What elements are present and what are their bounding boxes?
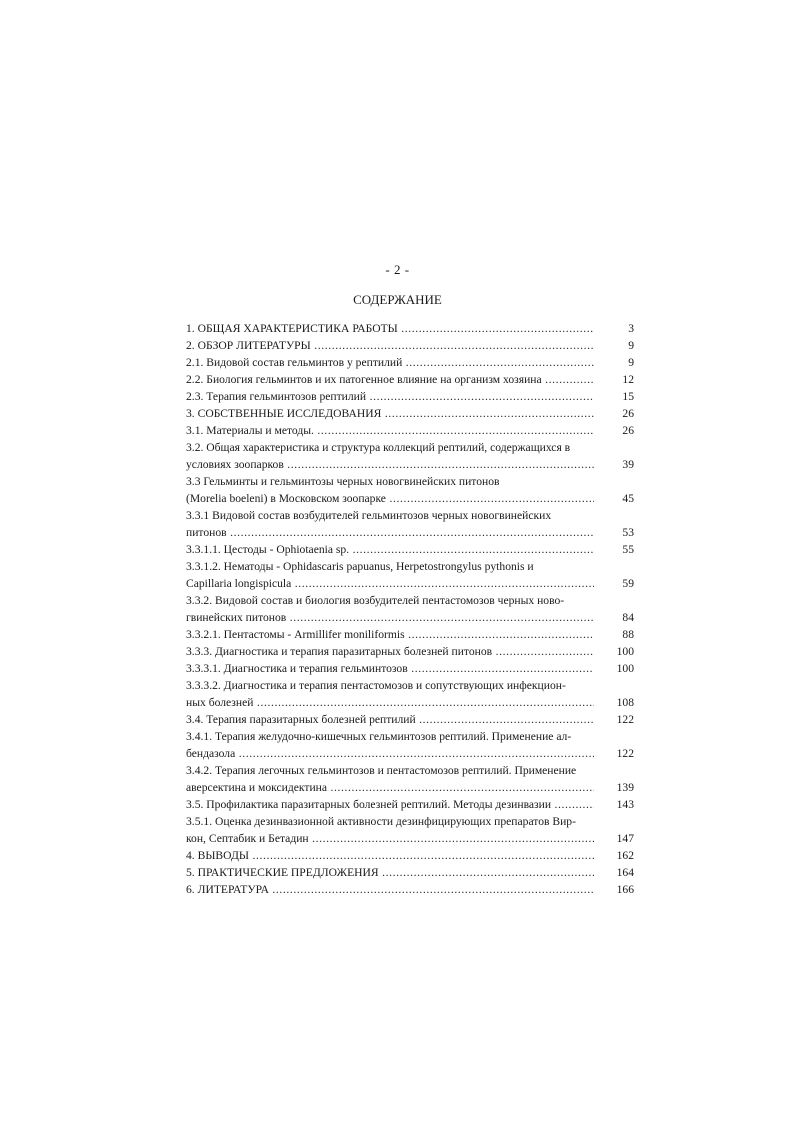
toc-entry-page: 26 [594,422,634,439]
toc-entry-3-5 [186,796,634,813]
toc-entry-title: 4. ВЫВОДЫ ..... [186,847,634,864]
toc-entry-title: ных болезней ..... [186,694,634,711]
toc-entry-page: 164 [594,864,634,881]
toc-entry-3-3-3 [186,643,634,660]
toc-entry-page: 88 [594,626,634,643]
toc-entry-title: 2.2. Биология гельминтов и их патогенное влияние на организм хозяина ..... [186,371,634,388]
toc-entry-page: 12 [594,371,634,388]
toc-entry-3-5-1 [186,813,634,847]
toc-entry-3-3-1-2 [186,558,634,592]
toc-entry-page: 39 [594,456,634,473]
toc-entry-page: 108 [594,694,634,711]
toc-entry-page: 84 [594,609,634,626]
toc-entry-page: 15 [594,388,634,405]
toc-entry-title-line: 3.3.1 Видовой состав возбудителей гельминтозов черных новогвинейских [186,509,552,522]
toc-entry-page: 166 [594,881,634,898]
toc-entry-page: 53 [594,524,634,541]
toc-heading: СОДЕРЖАНИЕ [353,292,442,307]
toc-entry-page: 3 [594,320,634,337]
toc-entry-title: 3.3.3.1. Диагностика и терапия гельминтозов ..... [186,660,634,677]
toc-entry-title: 3.4. Терапия паразитарных болезней рептилий ..... [186,711,634,728]
toc-entry-title: 2. ОБЗОР ЛИТЕРАТУРЫ ..... [186,337,634,354]
toc-entry-3-3-1 [186,507,634,541]
toc-entry-3-1 [186,422,634,439]
toc-entry-title: питонов ..... [186,524,634,541]
toc-entry-5 [186,864,634,881]
toc-entry-title: 3.3.1.1. Цестоды - Ophiotaenia sp. ..... [186,541,634,558]
toc-entry-page: 139 [594,779,634,796]
toc-entry-page: 122 [594,711,634,728]
toc-entry-3-4-2 [186,762,634,796]
toc-entry-1 [186,320,634,337]
table-of-contents [186,320,634,898]
toc-entry-page: 143 [594,796,634,813]
toc-entry-2-1 [186,354,634,371]
toc-entry-title: гвинейских питонов ..... [186,609,634,626]
toc-entry-title: (Morelia boeleni) в Московском зоопарке ..... [186,490,634,507]
toc-entry-page: 55 [594,541,634,558]
toc-entry-title: 3.5. Профилактика паразитарных болезней рептилий. Методы дезинвазии ..... [186,796,634,813]
toc-entry-3-4 [186,711,634,728]
toc-entry-page: 9 [594,337,634,354]
toc-entry-3-4-1 [186,728,634,762]
toc-entry-title: 6. ЛИТЕРАТУРА ..... [186,881,634,898]
toc-entry-page: 45 [594,490,634,507]
toc-entry-title-line: 3.3 Гельминты и гельминтозы черных новогвинейских питонов [186,475,500,488]
toc-entry-title-line: 3.3.3.2. Диагностика и терапия пентастомозов и сопутствующих инфекцион- [186,679,566,692]
toc-entry-3-3-3-2 [186,677,634,711]
toc-entry-title: 1. ОБЩАЯ ХАРАКТЕРИСТИКА РАБОТЫ ..... [186,320,634,337]
toc-entry-page: 100 [594,660,634,677]
toc-entry-title-line: 3.3.2. Видовой состав и биология возбудителей пентастомозов черных ново- [186,594,565,607]
toc-entry-title: 3.3.3. Диагностика и терапия паразитарных болезней питонов ..... [186,643,634,660]
toc-entry-title: условиях зоопарков ..... [186,456,634,473]
toc-entry-page: 9 [594,354,634,371]
toc-entry-page: 162 [594,847,634,864]
toc-entry-3-3 [186,473,634,507]
toc-entry-3-3-1-1 [186,541,634,558]
toc-entry-2-3 [186,388,634,405]
toc-entry-title: 2.1. Видовой состав гельминтов у рептилий ..... [186,354,634,371]
toc-entry-title: 3.1. Материалы и методы. ..... [186,422,634,439]
toc-entry-title: 2.3. Терапия гельминтозов рептилий ..... [186,388,634,405]
toc-entry-3-3-3-1 [186,660,634,677]
page-number: - 2 - [385,262,410,277]
toc-entry-page: 59 [594,575,634,592]
toc-entry-title: бендазола ..... [186,745,634,762]
toc-entry-title: аверсектина и моксидектина ..... [186,779,634,796]
toc-entry-3-2 [186,439,634,473]
toc-entry-title: кон, Септабик и Бетадин ..... [186,830,634,847]
toc-entry-title-line: 3.4.2. Терапия легочных гельминтозов и пентастомозов рептилий. Применение [186,764,577,777]
toc-entry-page: 122 [594,745,634,762]
toc-entry-page: 147 [594,830,634,847]
toc-entry-3 [186,405,634,422]
toc-entry-page: 100 [594,643,634,660]
toc-entry-3-3-2-1 [186,626,634,643]
toc-entry-title-line: 3.2. Общая характеристика и структура коллекций рептилий, содержащихся в [186,441,571,454]
toc-entry-4 [186,847,634,864]
toc-entry-title-line: 3.3.1.2. Нематоды - Ophidascaris papuanus, Herpetostrongylus pythonis и [186,560,534,573]
toc-entry-page: 26 [594,405,634,422]
toc-entry-3-3-2 [186,592,634,626]
toc-entry-2-2 [186,371,634,388]
toc-entry-6 [186,881,634,898]
toc-entry-title: 3. СОБСТВЕННЫЕ ИССЛЕДОВАНИЯ ..... [186,405,634,422]
toc-entry-2 [186,337,634,354]
toc-entry-title: 5. ПРАКТИЧЕСКИЕ ПРЕДЛОЖЕНИЯ ..... [186,864,634,881]
toc-entry-title: 3.3.2.1. Пентастомы - Armillifer moniliformis ..... [186,626,634,643]
toc-entry-title-line: 3.4.1. Терапия желудочно-кишечных гельминтозов рептилий. Применение ал- [186,730,572,743]
toc-entry-title-line: 3.5.1. Оценка дезинвазионной активности дезинфицирующих препаратов Вир- [186,815,576,828]
toc-entry-title: Capillaria longispicula ..... [186,575,634,592]
